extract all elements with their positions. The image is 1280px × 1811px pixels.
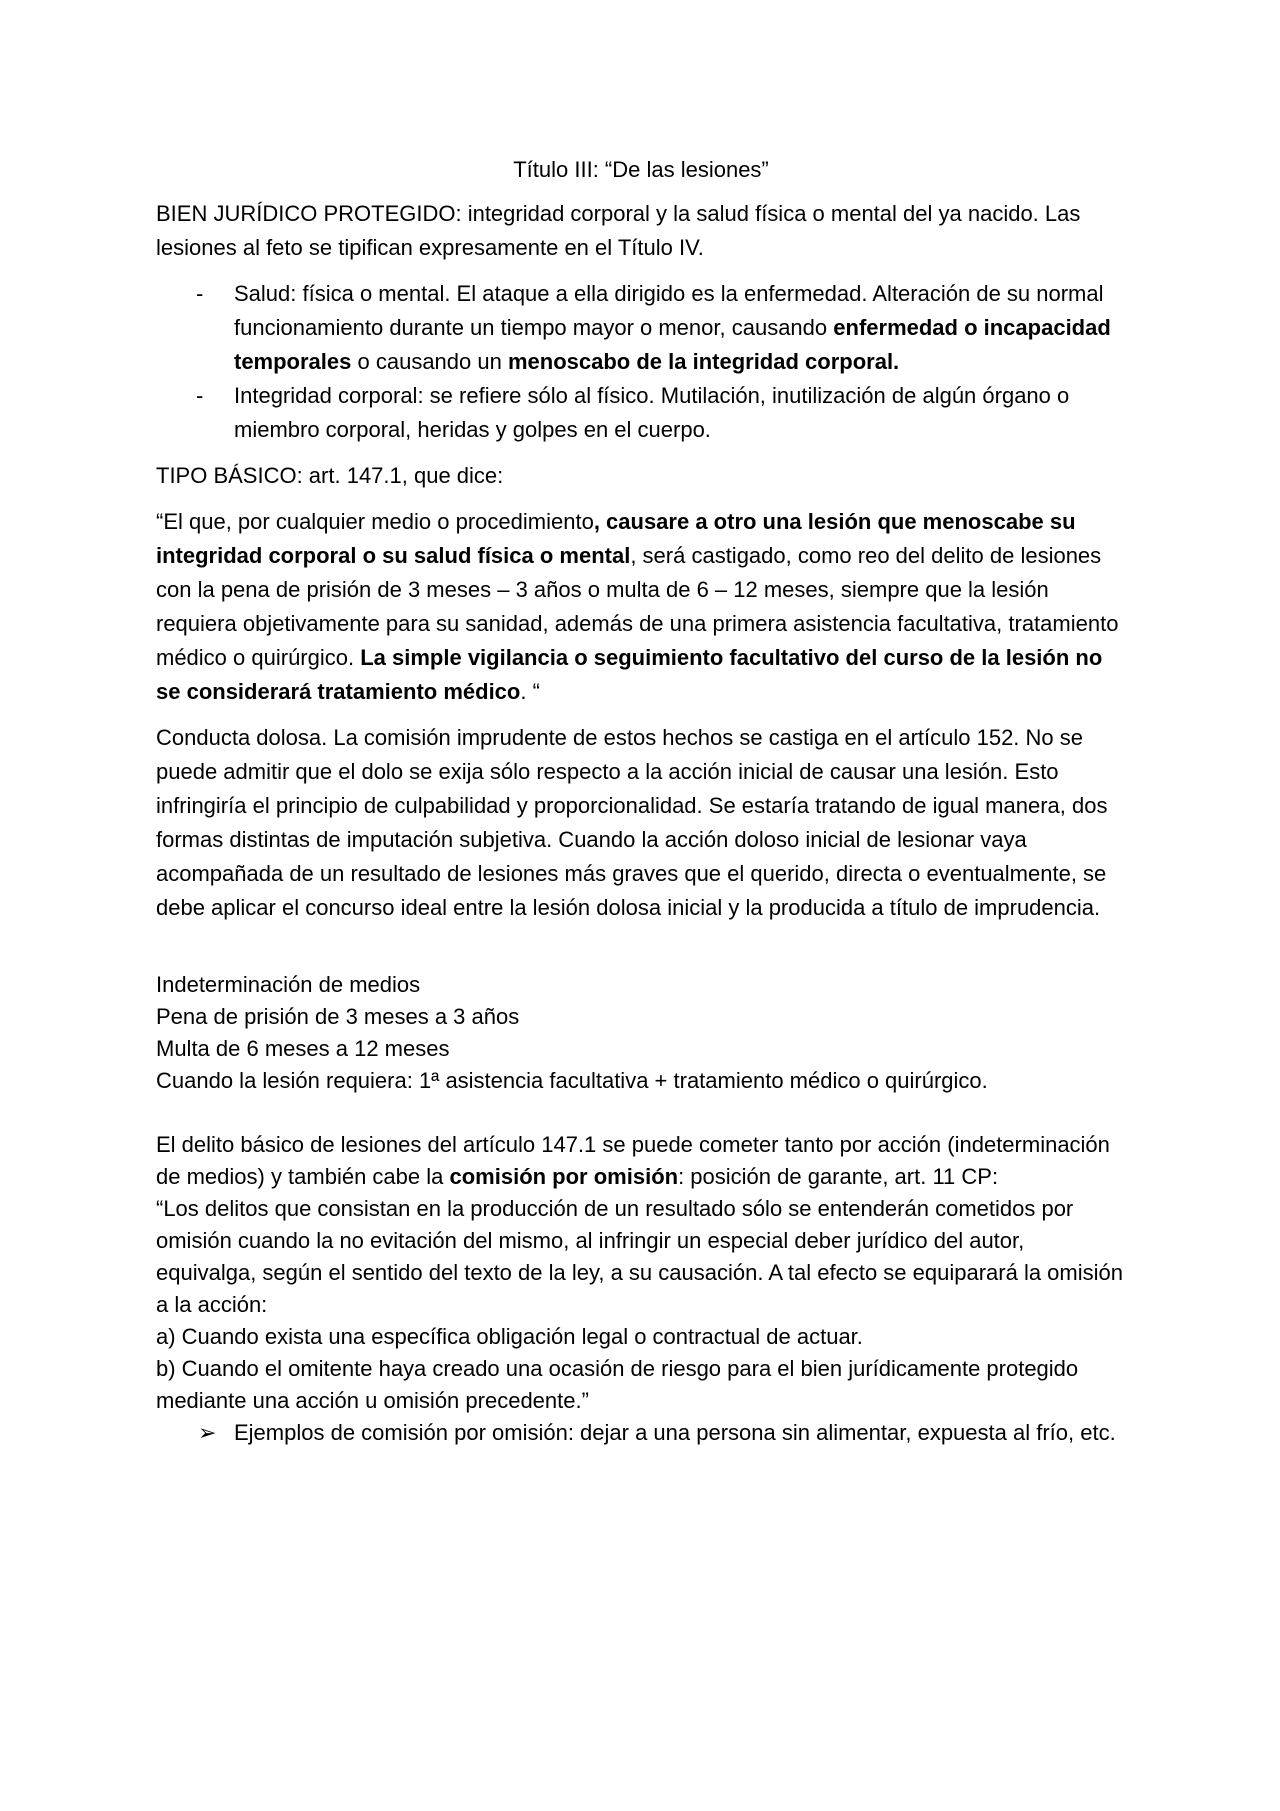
omision-block: [156, 1129, 1126, 1417]
list-item-text: o causando un: [351, 349, 508, 374]
summary-line: Indeterminación de medios: [156, 972, 421, 997]
art11-item-a: a) Cuando exista una específica obligación legal o contractual de actuar.: [156, 1324, 863, 1349]
summary-line: Cuando la lesión requiera: 1ª asistencia facultativa + tratamiento médico o quirúrgico.: [156, 1068, 988, 1093]
dash-bullet: -: [196, 281, 204, 306]
summary-line: Multa de 6 meses a 12 meses: [156, 1036, 450, 1061]
bien-juridico-paragraph: BIEN JURÍDICO PROTEGIDO: integridad corporal y la salud física o mental del ya nacido. Las lesiones al feto se tipifican expresamente en el Título IV.: [156, 201, 1081, 260]
conducta-paragraph: Conducta dolosa. La comisión imprudente de estos hechos se castiga en el artículo 152. No se puede admitir que el dolo se exija sólo respecto a la acción inicial de causar una lesión. Esto infringiría el principio de culpabilidad y proporcionalidad. Se estaría tratando de igual manera, dos formas distintas de imputación subjetiva. Cuando la acción doloso inicial de lesionar vaya acompañada de un resultado de lesiones más graves que el querido, directa o eventualmente, se debe aplicar el concurso ideal entre la lesión dolosa inicial y la producida a título de imprudencia.: [156, 725, 1108, 920]
examples-list: [156, 1417, 1126, 1449]
art11-quote: “Los delitos que consistan en la producción de un resultado sólo se entenderán cometidos por omisión cuando la no evitación del mismo, al infringir un especial deber jurídico del autor, equivalga, según el sentido del texto de la ley, a su causación. A tal efecto se equiparará la omisión a la acción:: [156, 1196, 1123, 1317]
list-item-text: Ejemplos de comisión por omisión: dejar a una persona sin alimentar, expuesta al frío, etc.: [234, 1420, 1116, 1445]
document-page: [156, 153, 1126, 1461]
quote-text: , será castigado, como reo del delito de lesiones con la pena de prisión de 3 meses – 3 años o multa de 6 – 12 meses, siempre que la lesión requiera objetivamente para su sanidad, además de una primera asistencia facultativa, tratamiento médico o quirúrgico.: [156, 543, 1119, 670]
summary-line: Pena de prisión de 3 meses a 3 años: [156, 1004, 520, 1029]
list-item-text: Salud: física o mental. El ataque a ella dirigido es la enfermedad. Alteración de su normal funcionamiento durante un tiempo mayor o menor, causando: [234, 281, 1104, 340]
art11-item-b: b) Cuando el omitente haya creado una ocasión de riesgo para el bien jurídicamente protegido mediante una acción u omisión precedente.”: [156, 1356, 1079, 1413]
quote-text: . “: [520, 679, 540, 704]
list-item: [156, 277, 1126, 379]
quote-text: “El que, por cualquier medio o procedimiento: [156, 509, 594, 534]
quote-bold: La simple vigilancia o seguimiento facultativo del curso de la lesión no se considerará tratamiento médico: [156, 645, 1103, 704]
bien-juridico-list: [156, 277, 1126, 447]
tipo-basico-heading: TIPO BÁSICO: art. 147.1, que dice:: [156, 463, 504, 488]
omision-text: : posición de garante, art. 11 CP:: [678, 1164, 999, 1189]
omision-text: El delito básico de lesiones del artículo 147.1 se puede cometer tanto por acción (indeterminación de medios) y también cabe la: [156, 1132, 1110, 1189]
list-item: [156, 379, 1126, 447]
list-item-text: Integridad corporal: se refiere sólo al físico. Mutilación, inutilización de algún órgano o miembro corporal, heridas y golpes en el cuerpo.: [234, 383, 1070, 442]
quote-bold: , causare a otro una lesión que menoscabe su integridad corporal o su salud física o mental: [156, 509, 1076, 568]
dash-bullet: -: [196, 383, 204, 408]
article-quote: [156, 505, 1126, 709]
list-item: [156, 1417, 1126, 1449]
list-item-bold: enfermedad o incapacidad temporales: [234, 315, 1111, 374]
spacer: [156, 937, 1126, 969]
omision-bold: comisión por omisión: [449, 1164, 679, 1189]
spacer: [156, 1097, 1126, 1129]
arrow-bullet-icon: ➢: [198, 1420, 217, 1445]
summary-block: [156, 969, 1126, 1097]
list-item-bold: menoscabo de la integridad corporal.: [507, 349, 900, 374]
omision-paragraph: [156, 1129, 1126, 1193]
page-title: Título III: “De las lesiones”: [513, 157, 769, 182]
